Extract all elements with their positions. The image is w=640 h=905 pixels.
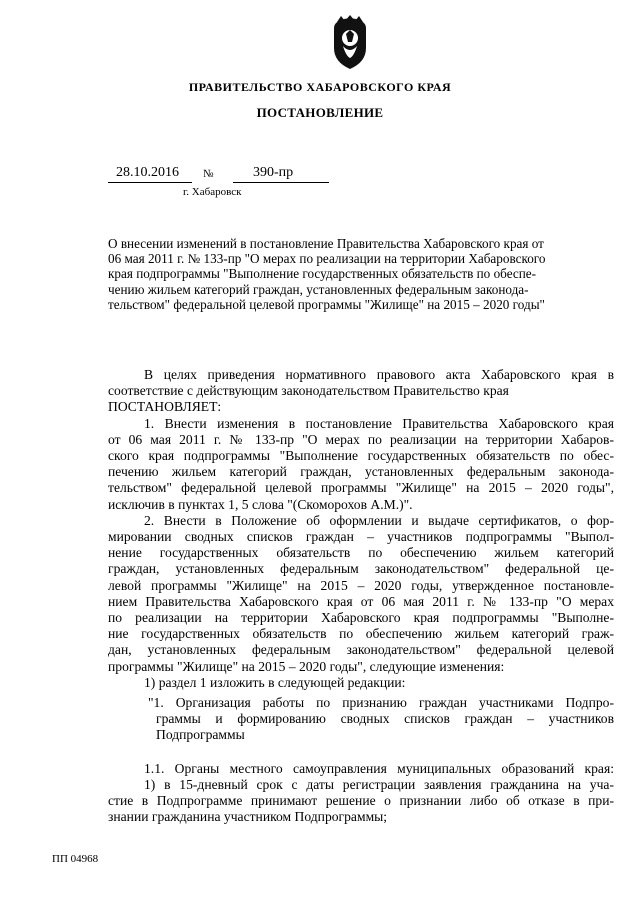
- document-type-title: ПОСТАНОВЛЕНИЕ: [256, 105, 384, 120]
- paragraph-2: [108, 513, 614, 675]
- subject-line: тельством" федеральной целевой программы "Жилище" на 2015 – 2020 годы": [108, 296, 545, 312]
- text-line: граждан, установленных федеральным законодательством" федеральной це-: [108, 561, 614, 577]
- text-line: дан, установленных федеральным законодательством" федеральной целевой: [108, 642, 614, 658]
- text-line: тельством" федеральной целевой программы "Жилище" на 2015 – 2020 годы",: [108, 480, 614, 496]
- text-line: исключив в пунктах 1, 5 слова "(Скоморохов А.М.)".: [108, 496, 413, 512]
- text-line: по реализации на территории Хабаровского края подпрограммы "Выполне-: [108, 610, 614, 626]
- document-body: [108, 367, 614, 825]
- text-line: нение государственных обязательств по обеспечению жильем категорий: [108, 545, 614, 561]
- text-line: граммы и формированию сводных списков граждан – участников: [156, 711, 614, 727]
- subject-line: 06 мая 2011 г. № 133-пр "О мерах по реализации на территории Хабаровского: [108, 251, 546, 267]
- text-line: ПОСТАНОВЛЯЕТ:: [108, 399, 222, 415]
- number-sign: №: [203, 168, 214, 180]
- document-subject: [108, 236, 612, 312]
- paragraph-1: [108, 416, 614, 513]
- text-line: Подпрограммы: [156, 727, 245, 743]
- intro-paragraph: [108, 367, 614, 416]
- paragraph-5: [108, 777, 614, 826]
- quoted-section-heading: [148, 695, 614, 744]
- text-line: ского края подпрограммы "Выполнение государственных обязательств по обес-: [108, 448, 614, 464]
- text-line: "1. Организация работы по признанию граждан участниками Подпро-: [148, 695, 614, 711]
- text-line: 1) в 15-дневный срок с даты регистрации заявления гражданина на уча-: [144, 776, 614, 792]
- text-line: программы "Жилище" на 2015 – 2020 годы", следующие изменения:: [108, 658, 505, 674]
- text-line: левой программы "Жилище" на 2015 – 2020 годы, утвержденное постановле-: [108, 577, 614, 593]
- text-line: соответствие с действующим законодательством Правительство края: [108, 383, 509, 399]
- text-line: знании гражданина участником Подпрограммы;: [108, 809, 388, 825]
- text-line: от 06 мая 2011 г. № 133-пр "О мерах по реализации на территории Хабаров-: [108, 431, 614, 447]
- text-line: 1) раздел 1 изложить в следующей редакции:: [144, 674, 406, 690]
- text-line: 2. Внести в Положение об оформлении и выдаче сертификатов, о фор-: [144, 512, 614, 528]
- organization-title: ПРАВИТЕЛЬСТВО ХАБАРОВСКОГО КРАЯ: [188, 80, 452, 94]
- text-line: 1. Внести изменения в постановление Правительства Хабаровского края: [144, 415, 614, 431]
- text-line: печению жильем категорий граждан, установленных федеральным законода-: [108, 464, 614, 480]
- paragraph-3: [108, 675, 614, 691]
- subject-line: края подпрограммы "Выполнение государственных обязательств по обеспе-: [108, 266, 537, 282]
- text-line: ние государственных обязательств по обеспечению жильем категорий граж-: [108, 626, 614, 642]
- text-line: В целях приведения нормативного правового акта Хабаровского края в: [144, 367, 614, 382]
- text-line: мировании сводных списков граждан – участников подпрограммы "Выпол-: [108, 529, 614, 545]
- document-number: 390-пр: [233, 164, 329, 183]
- footer-code: ПП 04968: [52, 853, 99, 865]
- text-line: стие в Подпрограмме принимают решение о признании либо об отказе в при-: [108, 793, 614, 809]
- paragraph-4: [108, 761, 614, 777]
- subject-line: чению жильем категорий граждан, установленных федеральным законода-: [108, 281, 529, 297]
- text-line: 1.1. Органы местного самоуправления муниципальных образований края:: [144, 760, 614, 776]
- subject-line: О внесении изменений в постановление Правительства Хабаровского края от: [108, 236, 544, 251]
- coat-of-arms-emblem: [328, 14, 372, 72]
- document-date: 28.10.2016: [108, 164, 192, 183]
- text-line: нием Правительства Хабаровского края от 06 мая 2011 г. № 133-пр "О мерах: [108, 593, 614, 609]
- document-city: г. Хабаровск: [183, 186, 242, 198]
